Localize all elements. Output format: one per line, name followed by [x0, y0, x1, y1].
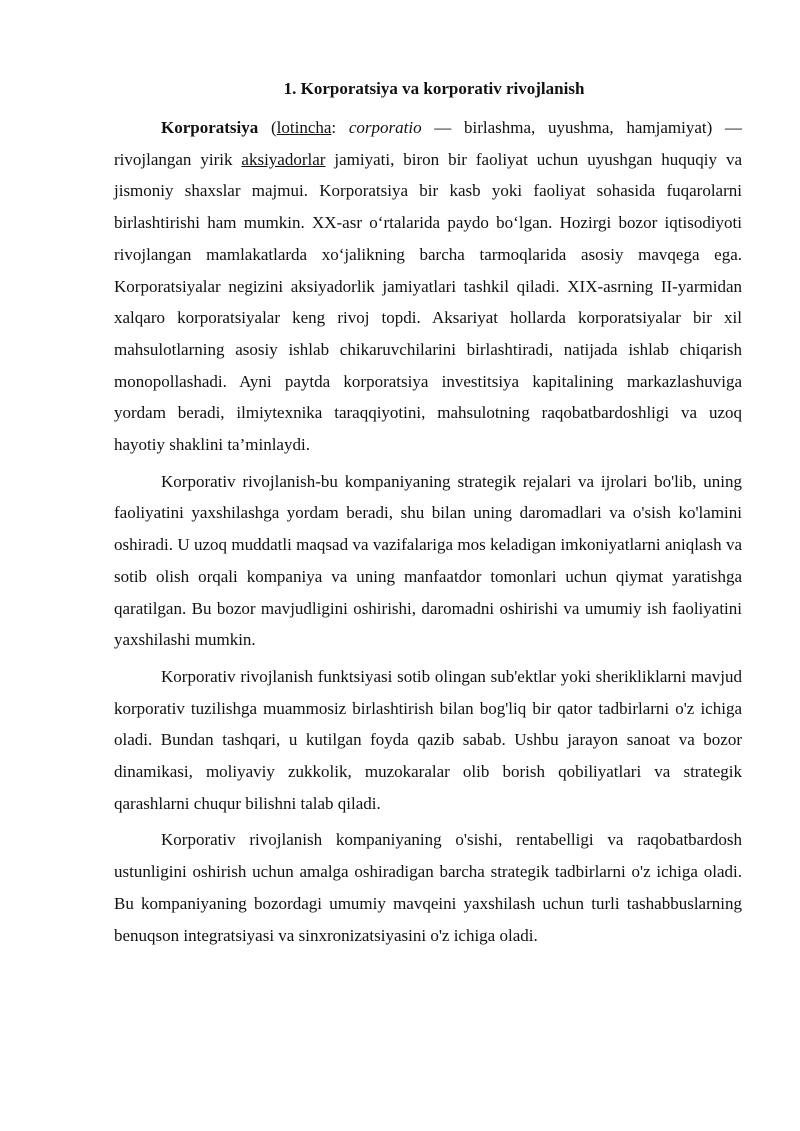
- term-korporatsiya: Korporatsiya: [161, 118, 259, 137]
- definition-text: — birlashma, uyushma, hamjamiyat) — rivojlangan yirik: [114, 118, 742, 169]
- colon-text: :: [331, 118, 349, 137]
- paragraph-corporate-development: Korporativ rivojlanish-bu kompaniyaning strategik rejalari va ijrolari bo'lib, uning faoliyatini yaxshilashga yordam beradi, shu bilan uning daromadlari va o'sish ko'lamini oshiradi. U uzoq muddatli maqsad va vazifalariga mos keladigan imkoniyatlarni aniqlash va sotib olish orqali kompaniya va uning manfaatdor tomonlari uchun qiymat yaratishga qaratilgan. Bu bozor mavjudligini oshirishi, daromadni oshirishi va umumiy ish faoliyatini yaxshilashi mumkin.: [114, 471, 742, 650]
- heading-number: 1.: [283, 79, 297, 98]
- link-lotincha[interactable]: lotincha: [276, 118, 332, 137]
- heading-text: Korporatsiya va korporativ rivojlanish: [300, 79, 585, 98]
- paragraph-function: Korporativ rivojlanish funktsiyasi sotib olingan sub'ektlar yoki sherikliklarni mavjud korporativ tuzilishga muammosiz birlashtirish bilan bog'liq bir qator tadbirlarni o'z ichiga oladi. Bundan tashqari, u kutilgan foyda qazib sabab. Ushbu jarayon sanoat va bozor dinamikasi, moliyaviy zukkolik, muzokaralar olib borish qobiliyatlari va strategik qarashlarni chuqur bilishni talab qiladi.: [114, 666, 742, 813]
- definition-rest: jamiyati, biron bir faoliyat uchun uyushgan huquqiy va jismoniy shaxslar majmui. Korporatsiya bir kasb yoki faoliyat sohasida fuqarolarni birlashtirishi ham mumkin. XX-asr o‘rtalarida paydo bo‘lgan. Hozirgi bozor iqtisodiyoti rivojlangan mamlakatlarda xo‘jalikning barcha tarmoqlarida asosiy mavqega ega. Korporatsiyalar negizini aksiyadorlik jamiyatlari tashkil qiladi. XIX-asrning II-yarmidan xalqaro korporatsiyalar keng rivoj topdi. Aksariyat hollarda korporatsiyalar bir xil mahsulotlarning asosiy ishlab chikaruvchilarini birlashtiradi, natijada ishlab chiqarish monopollashadi. Ayni paytda korporatsiya investitsiya kapitalining markazlashuviga yordam beradi, ilmiytexnika taraqqiyotini, mahsulotning raqobatbardoshligi va uzoq hayotiy shaklini ta’minlaydi.: [114, 149, 743, 455]
- paren-open: (: [258, 118, 277, 137]
- paragraph-definition: [114, 112, 742, 461]
- latin-word: corporatio: [348, 118, 422, 137]
- section-heading: [114, 74, 742, 104]
- link-aksiyadorlar[interactable]: aksiyadorlar: [241, 149, 326, 169]
- paragraph-strategy: Korporativ rivojlanish kompaniyaning o'sishi, rentabelligi va raqobatbardosh ustunligini oshirish uchun amalga oshiradigan barcha strategik tadbirlarni o'z ichiga oladi. Bu kompaniyaning bozordagi umumiy mavqeini yaxshilash uchun turli tashabbuslarning benuqson integratsiyasi va sinxronizatsiyasini o'z ichiga oladi.: [114, 830, 742, 945]
